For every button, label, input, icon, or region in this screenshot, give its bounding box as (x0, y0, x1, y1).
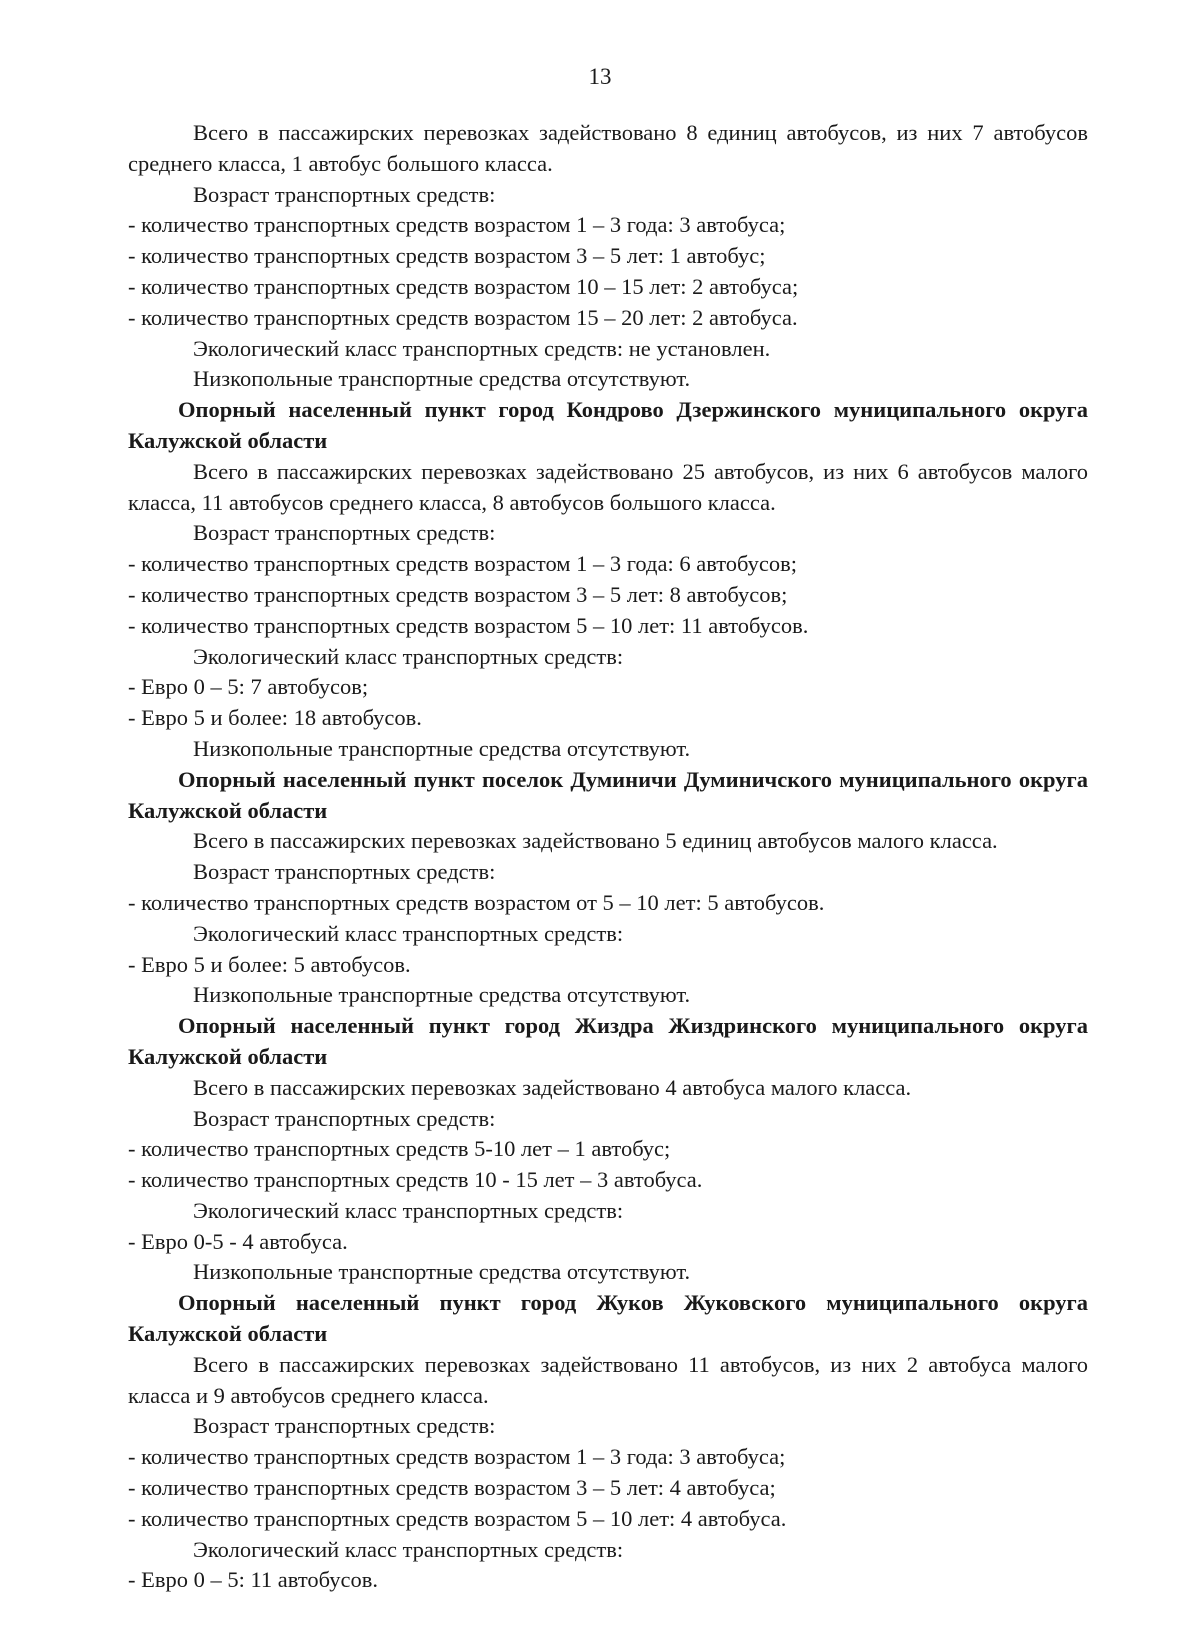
section-title: Опорный населенный пункт город Жуков Жуковского муниципального округа Калужской области (128, 1290, 1088, 1347)
age-heading: Возраст транспортных средств: (193, 520, 496, 546)
list-item: - количество транспортных средств 10 - 15 лет – 3 автобуса. (128, 1167, 703, 1193)
list-item: - количество транспортных средств возрастом 5 – 10 лет: 4 автобуса. (128, 1505, 787, 1531)
eco-heading: Экологический класс транспортных средств: (193, 1536, 624, 1562)
list-item: - количество транспортных средств возрастом 15 – 20 лет: 2 автобуса. (128, 304, 798, 330)
age-heading: Возраст транспортных средств: (193, 1105, 496, 1131)
list-item: - количество транспортных средств возрастом 3 – 5 лет: 1 автобус; (128, 243, 766, 269)
section-kondrovo (128, 395, 1088, 765)
eco-heading: Экологический класс транспортных средств: (193, 920, 624, 946)
eco-heading: Экологический класс транспортных средств: (193, 643, 624, 669)
eco-text: Экологический класс транспортных средств: не установлен. (193, 335, 771, 361)
list-item: - количество транспортных средств возрастом 10 – 15 лет: 2 автобуса; (128, 273, 799, 299)
section-title: Опорный населенный пункт поселок Думиничи Думиничского муниципального округа Калужской области (128, 766, 1088, 823)
low-floor-text: Низкопольные транспортные средства отсутствуют. (193, 982, 691, 1008)
section-title: Опорный населенный пункт город Жиздра Жиздринского муниципального округа Калужской области (128, 1013, 1088, 1069)
total-text: Всего в пассажирских перевозках задействовано 5 единиц автобусов малого класса. (193, 828, 998, 854)
document-body (128, 118, 1088, 1596)
low-floor-text: Низкопольные транспортные средства отсутствуют. (193, 1259, 691, 1285)
total-text: Всего в пассажирских перевозках задействовано 11 автобусов, из них 2 автобуса малого класса и 9 автобусов среднего класса. (128, 1351, 1088, 1408)
age-heading: Возраст транспортных средств: (193, 1413, 496, 1439)
age-heading: Возраст транспортных средств: (193, 181, 496, 207)
list-item: - количество транспортных средств возрастом 1 – 3 года: 3 автобуса; (128, 1444, 786, 1470)
age-heading: Возраст транспортных средств: (193, 859, 496, 885)
total-text: Всего в пассажирских перевозках задействовано 8 единиц автобусов, из них 7 автобусов среднего класса, 1 автобус большого класса. (128, 120, 1088, 176)
total-text: Всего в пассажирских перевозках задействовано 4 автобуса малого класса. (193, 1074, 912, 1100)
list-item: - количество транспортных средств возрастом 5 – 10 лет: 11 автобусов. (128, 612, 809, 638)
list-item: - количество транспортных средств 5-10 лет – 1 автобус; (128, 1136, 671, 1162)
list-item: - количество транспортных средств возрастом 3 – 5 лет: 8 автобусов; (128, 581, 788, 607)
list-item: - количество транспортных средств возрастом 1 – 3 года: 6 автобусов; (128, 551, 798, 577)
section-title: Опорный населенный пункт город Кондрово Дзержинского муниципального округа Калужской области (128, 397, 1088, 453)
list-item: - Евро 0 – 5: 7 автобусов; (128, 674, 369, 700)
list-item: - количество транспортных средств возрастом 3 – 5 лет: 4 автобуса; (128, 1475, 776, 1501)
list-item: - Евро 0-5 - 4 автобуса. (128, 1228, 348, 1254)
list-item: - Евро 5 и более: 18 автобусов. (128, 705, 422, 731)
list-item: - Евро 5 и более: 5 автобусов. (128, 951, 411, 977)
low-floor-text: Низкопольные транспортные средства отсутствуют. (193, 735, 691, 761)
low-floor-text: Низкопольные транспортные средства отсутствуют. (193, 366, 691, 392)
section-zhizdra (128, 1011, 1088, 1288)
page-number: 13 (588, 64, 612, 89)
section-zhukov (128, 1288, 1088, 1596)
section-duminichi (128, 765, 1088, 1011)
list-item: - количество транспортных средств возрастом от 5 – 10 лет: 5 автобусов. (128, 889, 825, 915)
list-item: - Евро 0 – 5: 11 автобусов. (128, 1567, 378, 1593)
list-item: - количество транспортных средств возрастом 1 – 3 года: 3 автобуса; (128, 212, 786, 238)
total-text: Всего в пассажирских перевозках задействовано 25 автобусов, из них 6 автобусов малого класса, 11 автобусов среднего класса, 8 автобусов большого класса. (128, 458, 1088, 515)
section-intro (128, 118, 1088, 395)
eco-heading: Экологический класс транспортных средств: (193, 1197, 624, 1223)
